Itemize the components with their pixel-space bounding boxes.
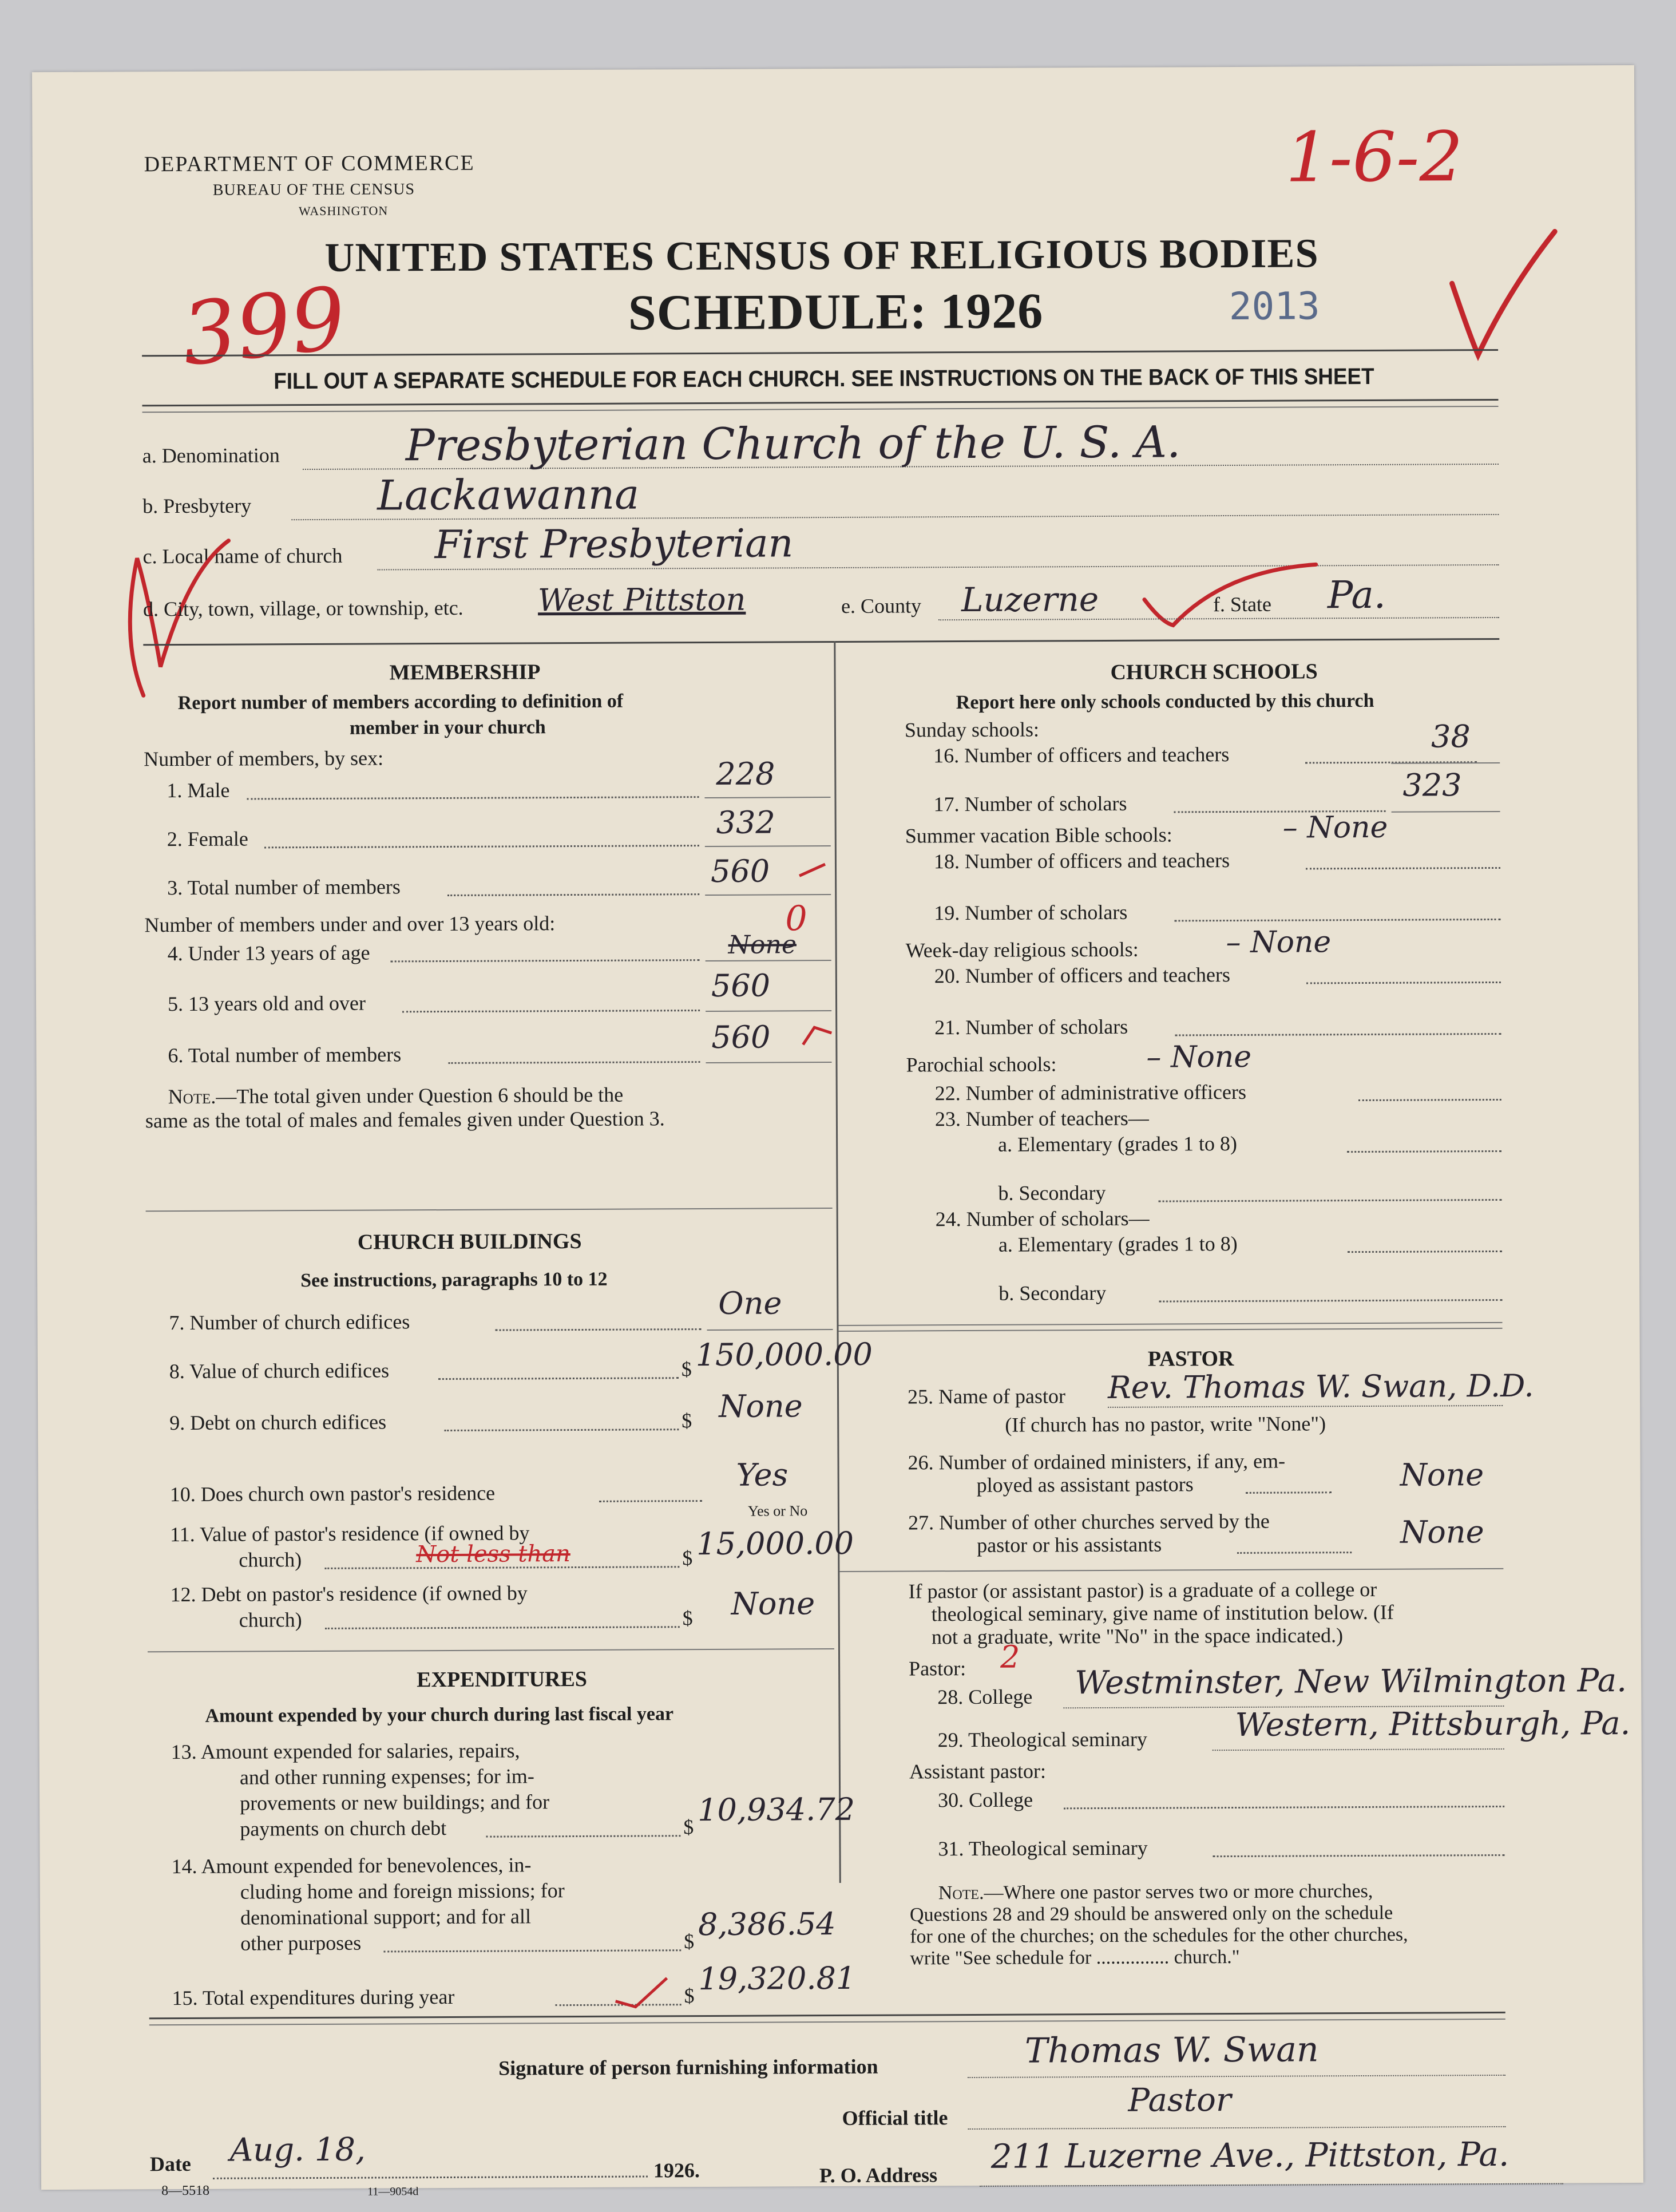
q11-label-2: church) (239, 1548, 302, 1572)
graduate-note-3: not a graduate, write "No" in the space indicated.) (931, 1624, 1344, 1649)
q9-currency: $ (682, 1409, 692, 1433)
q13-line-3: provements or new buildings; and for (240, 1790, 550, 1815)
q24b-label: b. Secondary (999, 1281, 1107, 1305)
q14-line-1: 14. Amount expended for benevolences, in- (171, 1853, 532, 1878)
q23b-label: b. Secondary (998, 1181, 1106, 1205)
print-code: 11—9054d (367, 2185, 419, 2198)
q28-college-value[interactable]: Westminster, New Wilmington Pa. (1075, 1661, 1627, 1702)
instruction-banner: FILL OUT A SEPARATE SCHEDULE FOR EACH CHURCH. SEE INSTRUCTIONS ON THE BACK OF THIS SHEET (274, 363, 1374, 394)
q5-over-13-value[interactable]: 560 (711, 967, 771, 1004)
graduate-note-2: theological seminary, give name of institution below. (If (931, 1600, 1394, 1626)
signature-value[interactable]: Thomas W. Swan (1024, 2029, 1319, 2071)
q27-other-churches-value[interactable]: None (1400, 1514, 1484, 1550)
members-by-age-label: Number of members under and over 13 years old: (144, 912, 556, 937)
denomination-label: a. Denomination (142, 444, 280, 468)
q26-assistants-value[interactable]: None (1400, 1457, 1484, 1493)
handwritten-code: 1-6-2 (1285, 117, 1464, 198)
date-label: Date (149, 2152, 191, 2176)
q26-label-1: 26. Number of ordained ministers, if any, em- (908, 1449, 1286, 1474)
official-title-label: Official title (842, 2106, 948, 2130)
denomination-value[interactable]: Presbyterian Church of the U. S. A. (405, 416, 1181, 471)
q25-pastor-name-value[interactable]: Rev. Thomas W. Swan, D.D. (1107, 1367, 1534, 1406)
q17-label: 17. Number of scholars (933, 792, 1127, 816)
q15-currency: $ (684, 1984, 695, 2008)
q12-label-1: 12. Debt on pastor's residence (if owned by (170, 1581, 528, 1606)
q13-amount-value[interactable]: 10,934.72 (698, 1791, 855, 1829)
q13-line-4: payments on church debt (240, 1816, 447, 1841)
po-address-value[interactable]: 211 Luzerne Ave., Pittston, Pa. (990, 2134, 1509, 2176)
q4-under-13-value[interactable]: None (728, 930, 797, 960)
q14-amount-value[interactable]: 8,386.54 (698, 1906, 836, 1943)
red-tick-q3-icon (797, 858, 831, 881)
q19-label: 19. Number of scholars (934, 900, 1128, 925)
q3-label: 3. Total number of members (167, 875, 401, 900)
q13-line-1: 13. Amount expended for salaries, repairs, (171, 1739, 520, 1764)
q26-label-2: ployed as assistant pastors (976, 1473, 1194, 1497)
weekday-schools-value[interactable]: – None (1226, 925, 1332, 960)
q7-label: 7. Number of church edifices (169, 1310, 410, 1335)
membership-note-line-2: same as the total of males and females given under Question 3. (145, 1107, 665, 1133)
handwritten-number: 399 (177, 268, 351, 386)
q14-line-4: other purposes (240, 1931, 362, 1955)
po-address-label: P. O. Address (819, 2163, 938, 2187)
q8-currency: $ (681, 1358, 692, 1381)
q6-total-value[interactable]: 560 (711, 1019, 771, 1055)
q24a-label: a. Elementary (grades 1 to 8) (998, 1232, 1238, 1256)
expenditures-heading: EXPENDITURES (417, 1667, 588, 1692)
q1-male-value[interactable]: 228 (716, 755, 775, 792)
red-tick-q6-icon (800, 1022, 834, 1050)
schools-subheading: Report here only schools conducted by this church (956, 690, 1374, 714)
stamped-number: 2013 (1229, 284, 1320, 329)
membership-sub-1: Report number of members according to definition of (177, 690, 624, 714)
pastor-note-line-1 (938, 1881, 1373, 1904)
schedule-year: SCHEDULE: 1926 (628, 283, 1044, 341)
q10-residence-value[interactable]: Yes (736, 1457, 789, 1493)
census-schedule-form (32, 65, 1643, 2199)
pastor-red-mark: 2 (1000, 1639, 1020, 1675)
q15-total-value[interactable]: 19,320.81 (698, 1960, 856, 1997)
q8-edifice-value[interactable]: 150,000.00 (695, 1336, 873, 1374)
sunday-schools-label: Sunday schools: (904, 718, 1040, 742)
q11-struck-text: Not less than (416, 1541, 570, 1568)
form-number: 8—5518 (161, 2183, 210, 2199)
q5-label: 5. 13 years old and over (167, 991, 366, 1016)
q23a-label: a. Elementary (grades 1 to 8) (998, 1131, 1238, 1156)
pastor-note-line-2: Questions 28 and 29 should be answered only on the schedule (909, 1902, 1393, 1926)
parochial-schools-value[interactable]: – None (1146, 1039, 1252, 1075)
date-value[interactable]: Aug. 18, (229, 2131, 366, 2169)
buildings-heading: CHURCH BUILDINGS (357, 1229, 582, 1255)
q17-scholars-value[interactable]: 323 (1402, 767, 1462, 804)
q24-label: 24. Number of scholars— (935, 1206, 1150, 1231)
pastor-note-lead: Note. (938, 1882, 984, 1904)
pastor-heading: PASTOR (1147, 1346, 1234, 1371)
parochial-schools-label: Parochial schools: (906, 1052, 1057, 1077)
pastor-subsection-label: Pastor: (909, 1657, 966, 1680)
q12-currency: $ (682, 1606, 693, 1630)
state-label: f. State (1213, 592, 1272, 616)
q20-label: 20. Number of officers and teachers (934, 963, 1231, 988)
schools-heading: CHURCH SCHOOLS (1110, 659, 1318, 684)
members-by-sex-label: Number of members, by sex: (144, 746, 384, 771)
vacation-schools-label: Summer vacation Bible schools: (905, 823, 1172, 848)
pastor-note-line-3: for one of the churches; on the schedules for the other churches, (910, 1924, 1408, 1948)
official-title-value[interactable]: Pastor (1128, 2082, 1231, 2119)
q12-debt-value[interactable]: None (731, 1585, 815, 1622)
q11-residence-value[interactable]: 15,000.00 (696, 1525, 854, 1562)
buildings-subheading: See instructions, paragraphs 10 to 12 (300, 1268, 608, 1292)
q10-hint: Yes or No (747, 1502, 808, 1519)
q4-correction: 0 (785, 899, 807, 939)
state-value[interactable]: Pa. (1327, 572, 1386, 618)
presbytery-label: b. Presbytery (142, 494, 252, 518)
q21-label: 21. Number of scholars (934, 1015, 1128, 1039)
county-label: e. County (841, 594, 922, 618)
red-check-mark-icon (1446, 220, 1561, 369)
q9-debt-value[interactable]: None (718, 1388, 803, 1424)
red-tick-q15-icon (612, 1975, 669, 2009)
q2-label: 2. Female (167, 827, 248, 851)
q8-label: 8. Value of church edifices (169, 1359, 390, 1383)
weekday-schools-label: Week-day religious schools: (905, 937, 1139, 962)
q9-label: 9. Debt on church edifices (169, 1410, 387, 1435)
q2-female-value[interactable]: 332 (716, 804, 775, 841)
pastor-note-text-1: —Where one pastor serves two or more churches, (984, 1880, 1373, 1904)
q16-officers-value[interactable]: 38 (1431, 718, 1471, 755)
q27-label-2: pastor or his assistants (977, 1533, 1162, 1557)
q7-edifices-value[interactable]: One (718, 1285, 782, 1321)
form-title: UNITED STATES CENSUS OF RELIGIOUS BODIES (324, 230, 1319, 280)
membership-note-line-1 (168, 1083, 624, 1109)
q25-hint: (If church has no pastor, write "None") (1005, 1412, 1326, 1437)
q1-label: 1. Male (167, 778, 230, 802)
q11-label-1: 11. Value of pastor's residence (if owned by (170, 1521, 530, 1546)
q3-total-value[interactable]: 560 (710, 853, 770, 889)
q25-label: 25. Name of pastor (907, 1384, 1066, 1408)
q14-line-3: denominational support; and for all (240, 1905, 531, 1929)
q14-currency: $ (684, 1930, 695, 1953)
city-value[interactable]: West Pittston (537, 581, 746, 619)
expenditures-subheading: Amount expended by your church during last fiscal year (205, 1703, 674, 1727)
q18-label: 18. Number of officers and teachers (933, 849, 1230, 873)
q14-line-2: cluding home and foreign missions; for (240, 1879, 565, 1904)
membership-heading: MEMBERSHIP (389, 660, 541, 685)
q15-label: 15. Total expenditures during year (172, 1985, 455, 2010)
presbytery-value[interactable]: Lackawanna (377, 470, 640, 520)
q30-label: 30. College (938, 1788, 1033, 1812)
q10-label: 10. Does church own pastor's residence (169, 1481, 496, 1506)
q13-line-2: and other running expenses; for im- (239, 1764, 534, 1789)
q23-label: 23. Number of teachers— (934, 1106, 1149, 1131)
q4-label: 4. Under 13 years of age (167, 941, 370, 965)
pastor-note-line-4: write "See schedule for ............... church." (910, 1946, 1240, 1969)
signature-label: Signature of person furnishing information (498, 2055, 878, 2080)
q31-label: 31. Theological seminary (938, 1836, 1148, 1861)
q27-label-1: 27. Number of other churches served by the (908, 1509, 1270, 1534)
city-name: WASHINGTON (298, 203, 389, 219)
q11-currency: $ (682, 1546, 693, 1570)
assistant-subsection-label: Assistant pastor: (909, 1759, 1046, 1783)
q12-label-2: church) (239, 1608, 302, 1632)
date-year: 1926. (653, 2159, 700, 2182)
graduate-note-1: If pastor (or assistant pastor) is a graduate of a college or (908, 1577, 1377, 1603)
membership-sub-2: member in your church (349, 717, 546, 739)
bureau-name: BUREAU OF THE CENSUS (212, 180, 415, 199)
q16-label: 16. Number of officers and teachers (933, 743, 1230, 767)
county-value[interactable]: Luzerne (961, 580, 1099, 620)
note-lead: Note. (168, 1085, 216, 1109)
q6-label: 6. Total number of members (168, 1043, 402, 1067)
note-text-1: —The total given under Question 6 should be the (216, 1083, 624, 1108)
q29-label: 29. Theological seminary (937, 1727, 1148, 1752)
local-name-value[interactable]: First Presbyterian (434, 521, 794, 568)
city-label: d. City, town, village, or township, etc. (142, 596, 463, 621)
department-name: DEPARTMENT OF COMMERCE (144, 151, 475, 177)
q13-currency: $ (683, 1815, 694, 1839)
q29-seminary-value[interactable]: Western, Pittsburgh, Pa. (1235, 1704, 1631, 1744)
q28-label: 28. College (937, 1685, 1033, 1709)
local-name-label: c. Local name of church (142, 544, 343, 568)
q22-label: 22. Number of administrative officers (934, 1080, 1247, 1105)
vacation-schools-value[interactable]: – None (1282, 810, 1388, 845)
